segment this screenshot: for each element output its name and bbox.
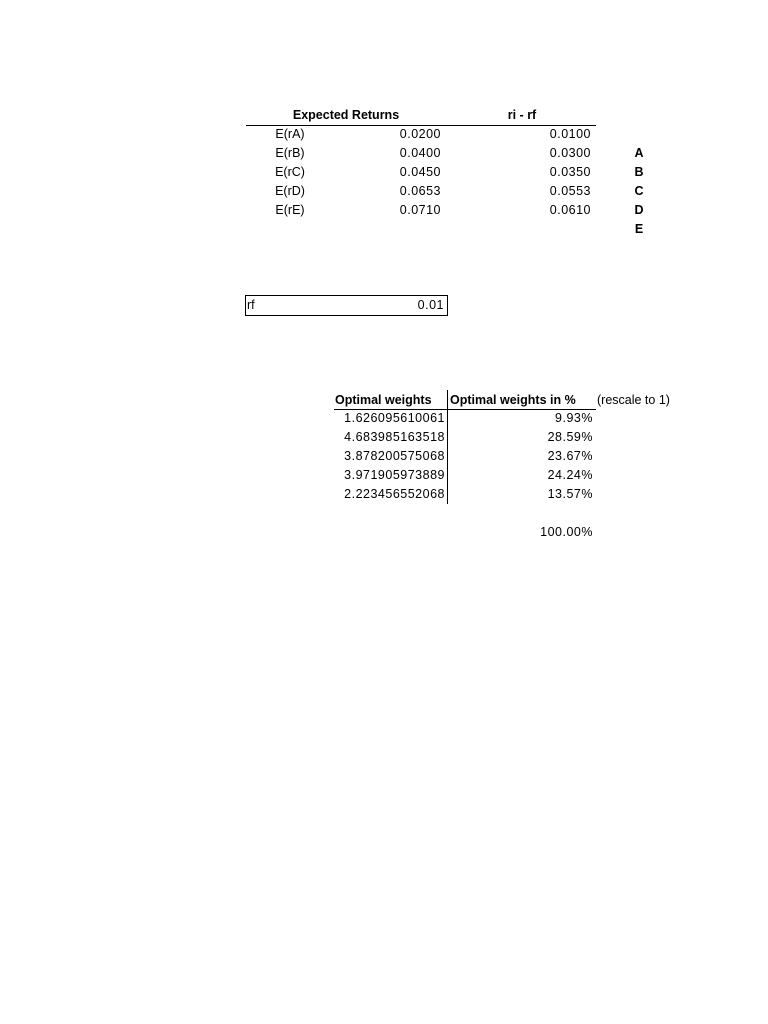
excess-return-header: ri - rf: [507, 108, 537, 122]
optimal-weight-percent: 24.24%: [547, 468, 593, 482]
asset-letter: C: [634, 184, 644, 198]
weights-total: 100.00%: [540, 525, 593, 539]
rescale-note: (rescale to 1): [597, 393, 670, 407]
return-value: 0.0653: [399, 184, 441, 198]
rf-label: rf: [247, 298, 255, 312]
return-value: 0.0710: [399, 203, 441, 217]
optimal-weight-percent: 23.67%: [547, 449, 593, 463]
optimal-weight-value: 3.971905973889: [344, 468, 445, 482]
expected-returns-header: Expected Returns: [292, 108, 400, 122]
excess-return-value: 0.0350: [549, 165, 591, 179]
optimal-weight-value: 2.223456552068: [344, 487, 445, 501]
weights-column-divider: [447, 390, 448, 504]
asset-letter: E: [634, 222, 644, 236]
optimal-weight-value: 1.626095610061: [344, 411, 445, 425]
risk-free-rate-box: [245, 295, 448, 316]
excess-return-value: 0.0553: [549, 184, 591, 198]
optimal-weight-value: 4.683985163518: [344, 430, 445, 444]
return-label: E(rB): [275, 146, 305, 160]
return-value: 0.0450: [399, 165, 441, 179]
rf-value: 0.01: [417, 298, 444, 312]
optimal-weight-percent: 13.57%: [547, 487, 593, 501]
asset-letter: B: [634, 165, 644, 179]
excess-return-value: 0.0300: [549, 146, 591, 160]
excess-return-value: 0.0100: [549, 127, 591, 141]
return-value: 0.0200: [399, 127, 441, 141]
optimal-weight-percent: 28.59%: [547, 430, 593, 444]
optimal-weight-percent: 9.93%: [555, 411, 593, 425]
return-label: E(rC): [275, 165, 305, 179]
optimal-weight-value: 3.878200575068: [344, 449, 445, 463]
excess-return-value: 0.0610: [549, 203, 591, 217]
optimal-weights-percent-header: Optimal weights in %: [450, 393, 576, 407]
return-label: E(rE): [275, 203, 305, 217]
asset-letter: D: [634, 203, 644, 217]
return-value: 0.0400: [399, 146, 441, 160]
asset-letter: A: [634, 146, 644, 160]
return-label: E(rD): [275, 184, 305, 198]
return-label: E(rA): [275, 127, 305, 141]
optimal-weights-header: Optimal weights: [335, 393, 432, 407]
